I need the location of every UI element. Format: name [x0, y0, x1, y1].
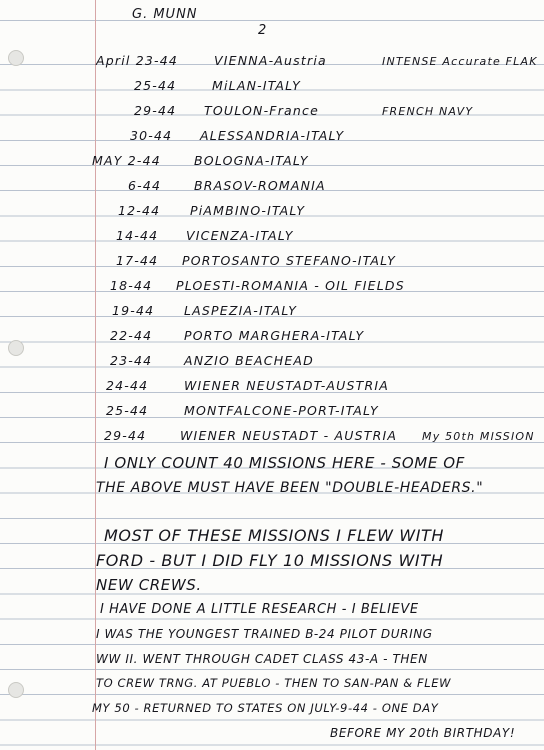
mission-row — [0, 405, 544, 421]
mission-row — [0, 55, 544, 71]
mission-date: 22-44 — [110, 328, 153, 343]
mission-target: ALESSANDRIA-ITALY — [200, 128, 345, 143]
mission-row — [0, 280, 544, 296]
mission-row — [0, 155, 544, 171]
narrative-line: I HAVE DONE A LITTLE RESEARCH - I BELIEVE — [100, 602, 419, 617]
mission-row — [0, 380, 544, 396]
mission-row — [0, 430, 544, 446]
mission-date: 14-44 — [116, 228, 159, 243]
mission-date: 23-44 — [110, 353, 153, 368]
mission-note: FRENCH NAVY — [382, 105, 474, 118]
mission-target: PiAMBINO-ITALY — [190, 203, 306, 218]
mission-date: 30-44 — [130, 128, 173, 143]
mission-date: 29-44 — [104, 428, 147, 443]
mission-row — [0, 205, 544, 221]
mission-target: TOULON-France — [204, 103, 319, 118]
mission-target: VICENZA-ITALY — [186, 228, 294, 243]
mission-date: 25-44 — [134, 78, 177, 93]
mission-row — [0, 230, 544, 246]
mission-row — [0, 130, 544, 146]
mission-target: VIENNA-Austria — [214, 53, 327, 68]
mission-date: 19-44 — [112, 303, 155, 318]
mission-target: BRASOV-ROMANIA — [194, 178, 326, 193]
narrative-line: TO CREW TRNG. AT PUEBLO - THEN TO SAN-PAN & FLEW — [96, 676, 452, 690]
page-number: 2 — [258, 23, 268, 38]
mission-target: PORTOSANTO STEFANO-ITALY — [182, 253, 396, 268]
mission-date: 12-44 — [118, 203, 161, 218]
mission-row — [0, 180, 544, 196]
mission-row — [0, 330, 544, 346]
narrative-line: I WAS THE YOUNGEST TRAINED B-24 PILOT DURING — [96, 627, 433, 641]
mission-target: WIENER NEUSTADT - AUSTRIA — [180, 428, 398, 443]
mission-note: INTENSE Accurate FLAK — [382, 55, 538, 68]
narrative-line: WW II. WENT THROUGH CADET CLASS 43-A - THEN — [96, 652, 428, 666]
mission-target: WIENER NEUSTADT-AUSTRIA — [184, 378, 390, 393]
author-name: G. MUNN — [132, 7, 198, 22]
mission-target: PORTO MARGHERA-ITALY — [184, 328, 365, 343]
mission-date: April 23-44 — [96, 53, 179, 68]
narrative-line: BEFORE MY 20th BIRTHDAY! — [330, 726, 516, 740]
mission-target: LASPEZIA-ITALY — [184, 303, 298, 318]
mission-row — [0, 355, 544, 371]
mission-row — [0, 255, 544, 271]
mission-target: PLOESTI-ROMANIA - OIL FIELDS — [176, 278, 405, 293]
mission-target: MiLAN-ITALY — [212, 78, 301, 93]
narrative-line: MOST OF THESE MISSIONS I FLEW WITH — [104, 526, 445, 545]
narrative-line: MY 50 - RETURNED TO STATES ON JULY-9-44 - ONE DAY — [92, 701, 439, 715]
mission-target: BOLOGNA-ITALY — [194, 153, 309, 168]
mission-date: 25-44 — [106, 403, 149, 418]
mission-date: 29-44 — [134, 103, 177, 118]
mission-date: 24-44 — [106, 378, 149, 393]
mission-date: MAY 2-44 — [92, 153, 161, 168]
mission-date: 18-44 — [110, 278, 153, 293]
binder-hole — [8, 682, 24, 698]
mission-date: 6-44 — [128, 178, 162, 193]
narrative-line: NEW CREWS. — [96, 576, 202, 594]
mission-note: My 50th MISSION — [422, 430, 535, 443]
mission-target: MONTFALCONE-PORT-ITALY — [184, 403, 379, 418]
mission-target: ANZIO BEACHEAD — [184, 353, 314, 368]
mission-date: 17-44 — [116, 253, 159, 268]
remark-line: I ONLY COUNT 40 MISSIONS HERE - SOME OF — [104, 454, 465, 472]
remark-line: THE ABOVE MUST HAVE BEEN "DOUBLE-HEADERS." — [96, 480, 484, 496]
mission-row — [0, 305, 544, 321]
mission-row — [0, 105, 544, 121]
narrative-line: FORD - BUT I DID FLY 10 MISSIONS WITH — [96, 551, 444, 570]
mission-row — [0, 80, 544, 96]
